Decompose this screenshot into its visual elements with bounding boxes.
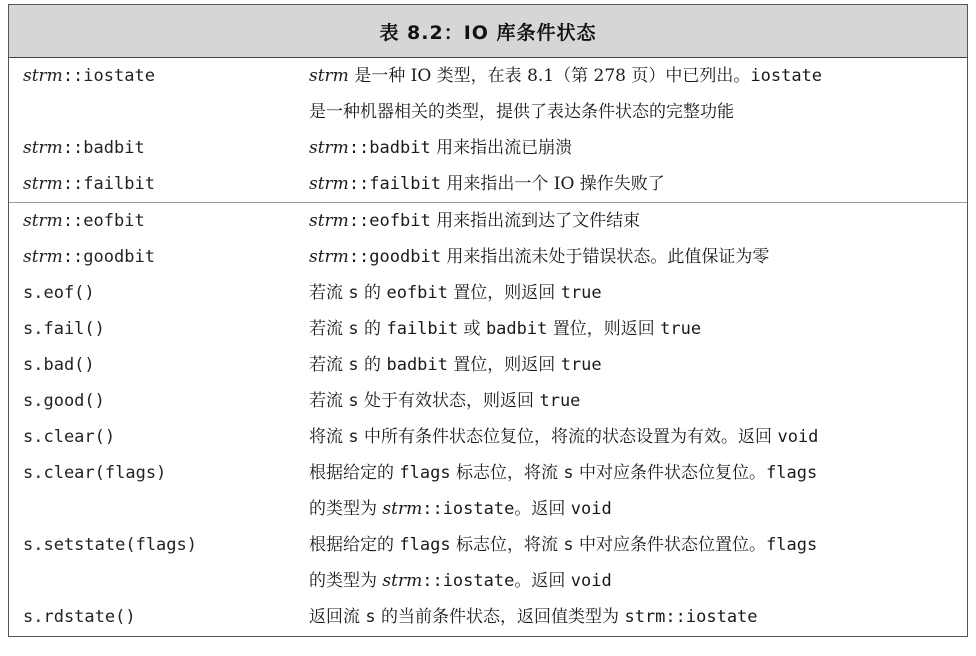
row-description — [309, 455, 967, 527]
row-description — [309, 275, 967, 311]
row-code — [9, 347, 309, 383]
description-segment: strm — [309, 138, 349, 158]
row-code — [9, 130, 309, 166]
code-segment: s.clear() — [23, 427, 116, 447]
description-segment: strm — [382, 571, 423, 591]
row-code — [9, 599, 309, 635]
description-segment: flags — [399, 535, 451, 555]
table-row — [9, 130, 967, 166]
table-row — [9, 202, 967, 239]
description-segment: strm — [309, 174, 349, 194]
description-segment: 是一种 IO 类型，在表 8.1（第 278 页）中已列出。 — [348, 66, 751, 86]
code-segment: strm — [23, 66, 63, 86]
description-line — [309, 347, 959, 383]
description-segment: ::iostate — [422, 571, 515, 591]
description-segment: 的 — [358, 355, 387, 375]
table-body — [9, 58, 967, 635]
code-segment: s.rdstate() — [23, 607, 136, 627]
description-segment: ::eofbit — [348, 211, 431, 231]
code-segment: s.setstate(flags) — [23, 535, 197, 555]
description-segment: 的类型为 — [309, 571, 383, 591]
code-segment: s.clear(flags) — [23, 463, 167, 483]
description-segment: 中所有条件状态位复位，将流的状态设置为有效。返回 — [358, 427, 778, 447]
state-table — [8, 4, 968, 637]
table-row — [9, 347, 967, 383]
description-segment: true — [560, 355, 602, 375]
code-segment: strm — [23, 138, 63, 158]
table-row — [9, 455, 967, 527]
description-segment: iostate — [750, 66, 823, 86]
description-segment: 置位，则返回 — [547, 319, 661, 339]
description-line — [309, 383, 959, 419]
description-segment: s — [365, 607, 376, 627]
description-segment: failbit — [386, 319, 459, 339]
row-code — [9, 527, 309, 563]
description-segment: badbit — [386, 355, 448, 375]
description-segment: 中对应条件状态位置位。 — [573, 535, 767, 555]
description-segment: void — [570, 499, 612, 519]
description-segment: eofbit — [386, 283, 448, 303]
description-line — [309, 419, 959, 455]
row-description — [309, 599, 967, 635]
description-segment: 根据给定的 — [309, 535, 400, 555]
description-line — [309, 275, 959, 311]
description-segment: void — [777, 427, 819, 447]
description-segment: true — [560, 283, 602, 303]
row-code — [9, 383, 309, 419]
table-row — [9, 419, 967, 455]
table-row — [9, 383, 967, 419]
row-description — [309, 239, 967, 275]
description-segment: 用来指出流已崩溃 — [430, 138, 573, 158]
table-row — [9, 275, 967, 311]
description-segment: s — [348, 355, 359, 375]
description-segment: s — [563, 535, 574, 555]
description-segment: 的 — [358, 319, 387, 339]
description-line — [309, 203, 959, 239]
description-line — [309, 563, 959, 599]
description-segment: 置位，则返回 — [447, 283, 561, 303]
row-code — [9, 311, 309, 347]
description-line — [309, 94, 959, 130]
row-description — [309, 311, 967, 347]
description-segment: 中对应条件状态位复位。 — [573, 463, 767, 483]
description-segment: 标志位，将流 — [450, 535, 564, 555]
description-segment: 若流 — [309, 391, 349, 411]
table-row — [9, 527, 967, 599]
description-segment: true — [539, 391, 581, 411]
row-code — [9, 239, 309, 275]
description-line — [309, 130, 959, 166]
description-line — [309, 311, 959, 347]
row-code — [9, 58, 309, 94]
description-segment: ::goodbit — [348, 247, 441, 267]
description-segment: 若流 — [309, 319, 349, 339]
description-segment: ::iostate — [422, 499, 515, 519]
description-segment: strm — [309, 247, 349, 267]
description-segment: 是一种机器相关的类型，提供了表达条件状态的完整功能 — [309, 102, 734, 122]
row-description — [309, 130, 967, 166]
code-segment: strm — [23, 174, 63, 194]
description-segment: flags — [399, 463, 451, 483]
description-segment: s — [563, 463, 574, 483]
code-segment: ::eofbit — [62, 211, 145, 231]
code-segment: strm — [23, 247, 63, 267]
description-segment: strm — [309, 66, 349, 86]
table-row — [9, 311, 967, 347]
description-segment: ::failbit — [348, 174, 441, 194]
table-row — [9, 58, 967, 130]
description-line — [309, 491, 959, 527]
description-line — [309, 599, 959, 635]
row-description — [309, 419, 967, 455]
description-segment: 标志位，将流 — [450, 463, 564, 483]
description-segment: 的当前条件状态，返回值类型为 — [375, 607, 625, 627]
row-description — [309, 203, 967, 239]
description-segment: 返回流 — [309, 607, 366, 627]
table-row — [9, 239, 967, 275]
description-segment: s — [348, 427, 359, 447]
description-segment: s — [348, 319, 359, 339]
description-segment: ::badbit — [348, 138, 431, 158]
description-segment: flags — [766, 535, 818, 555]
description-segment: 用来指出流到达了文件结束 — [430, 211, 641, 231]
table-row — [9, 599, 967, 635]
code-segment: ::goodbit — [62, 247, 155, 267]
description-segment: s — [348, 283, 359, 303]
row-code — [9, 455, 309, 491]
description-segment: badbit — [485, 319, 548, 339]
description-segment: 用来指出一个 IO 操作失败了 — [440, 174, 665, 194]
description-segment: void — [570, 571, 612, 591]
table-row — [9, 166, 967, 202]
description-line — [309, 239, 959, 275]
description-segment: 的类型为 — [309, 499, 383, 519]
table-caption: 表 8.2：IO 库条件状态 — [9, 5, 967, 58]
code-segment: s.fail() — [23, 319, 105, 339]
row-code — [9, 275, 309, 311]
row-description — [309, 527, 967, 599]
description-segment: flags — [766, 463, 818, 483]
code-segment: ::iostate — [62, 66, 155, 86]
description-segment: 置位，则返回 — [447, 355, 561, 375]
description-segment: 根据给定的 — [309, 463, 400, 483]
description-segment: true — [660, 319, 702, 339]
row-description — [309, 58, 967, 130]
row-code — [9, 166, 309, 202]
description-segment: 将流 — [309, 427, 349, 447]
description-segment: 。返回 — [514, 571, 571, 591]
code-segment: ::failbit — [62, 174, 155, 194]
row-code — [9, 419, 309, 455]
description-segment: strm — [309, 211, 349, 231]
code-segment: strm — [23, 211, 63, 231]
description-segment: 处于有效状态，则返回 — [358, 391, 540, 411]
description-segment: strm — [382, 499, 423, 519]
code-segment: s.bad() — [23, 355, 95, 375]
description-segment: 的 — [358, 283, 387, 303]
row-description — [309, 383, 967, 419]
code-segment: s.eof() — [23, 283, 95, 303]
description-line — [309, 58, 959, 94]
description-line — [309, 455, 959, 491]
description-line — [309, 166, 959, 202]
description-segment: s — [348, 391, 359, 411]
description-segment: 或 — [458, 319, 486, 339]
description-segment: 。返回 — [514, 499, 571, 519]
row-code — [9, 203, 309, 239]
description-segment: 若流 — [309, 283, 349, 303]
description-segment: 若流 — [309, 355, 349, 375]
code-segment: ::badbit — [62, 138, 145, 158]
description-segment: strm::iostate — [624, 607, 758, 627]
row-description — [309, 166, 967, 202]
description-segment: 用来指出流未处于错误状态。此值保证为零 — [440, 247, 770, 267]
row-description — [309, 347, 967, 383]
code-segment: s.good() — [23, 391, 105, 411]
description-line — [309, 527, 959, 563]
